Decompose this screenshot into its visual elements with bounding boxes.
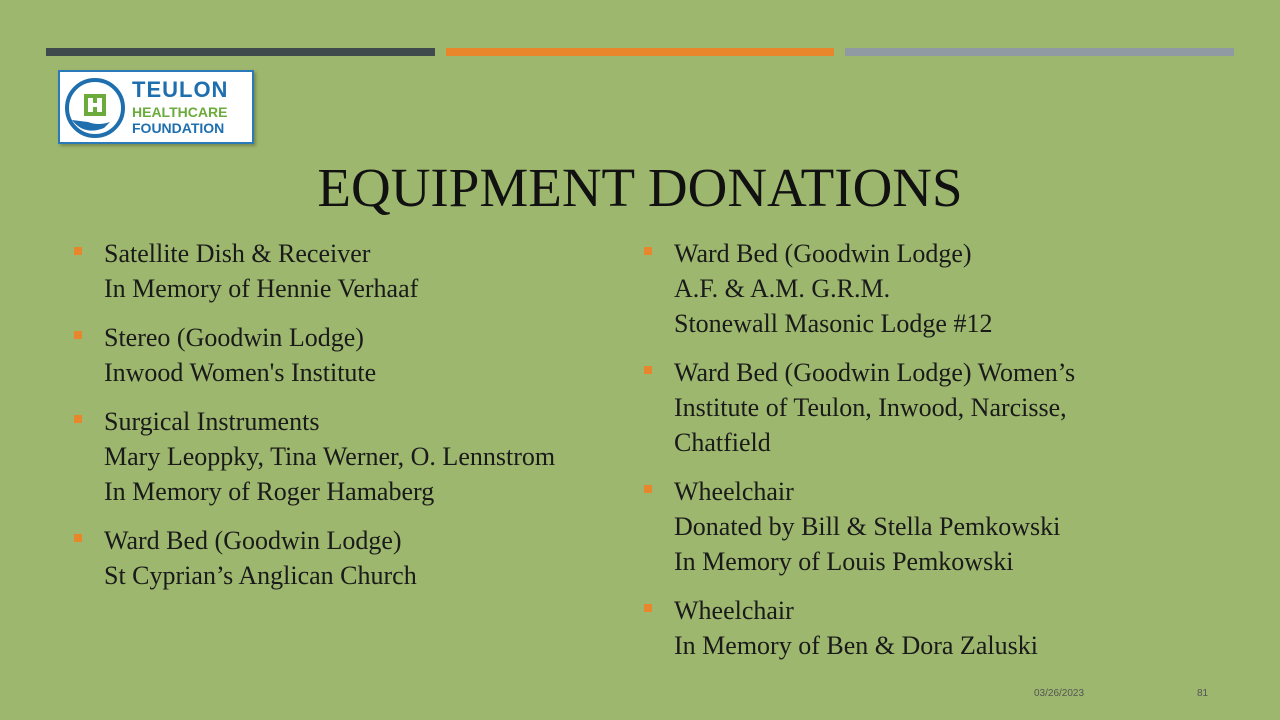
donation-item-line: Ward Bed (Goodwin Lodge) (674, 239, 972, 268)
donation-item-line: In Memory of Roger Hamaberg (104, 477, 435, 506)
header-bar-dark (46, 48, 435, 56)
donation-item (70, 236, 630, 306)
donation-item (70, 320, 630, 390)
donation-item-line: In Memory of Ben & Dora Zaluski (674, 631, 1038, 660)
donation-item-line: Wheelchair (674, 477, 794, 506)
left-donation-list (70, 236, 630, 607)
square-bullet-icon (644, 485, 652, 493)
donation-item-line: Stonewall Masonic Lodge #12 (674, 309, 993, 338)
donation-item-line: Institute of Teulon, Inwood, Narcisse, (674, 393, 1067, 422)
donation-item (640, 355, 1200, 460)
donation-item (70, 404, 630, 509)
donation-item-line: Ward Bed (Goodwin Lodge) (104, 526, 402, 555)
right-donation-list (640, 236, 1200, 677)
square-bullet-icon (644, 366, 652, 374)
square-bullet-icon (74, 247, 82, 255)
donation-item-line: A.F. & A.M. G.R.M. (674, 274, 891, 303)
square-bullet-icon (74, 331, 82, 339)
donation-item (640, 593, 1200, 663)
logo-text-foundation: FOUNDATION (132, 120, 225, 136)
donation-item-line: St Cyprian’s Anglican Church (104, 561, 417, 590)
donation-item-line: In Memory of Louis Pemkowski (674, 547, 1014, 576)
slide-number: 81 (1197, 688, 1209, 699)
header-bar-orange (446, 48, 834, 56)
donation-item-line: Mary Leoppky, Tina Werner, O. Lennstrom (104, 442, 556, 471)
donation-item-line: Inwood Women's Institute (104, 358, 377, 387)
footer-date: 03/26/2023 (1034, 688, 1085, 699)
square-bullet-icon (644, 247, 652, 255)
logo-text-healthcare: HEALTHCARE (132, 104, 228, 120)
donation-item-line: Wheelchair (674, 596, 794, 625)
square-bullet-icon (74, 534, 82, 542)
donation-item-line: Chatfield (674, 428, 771, 457)
donation-item-line: Surgical Instruments (104, 407, 320, 436)
donation-item-line: Stereo (Goodwin Lodge) (104, 323, 364, 352)
header-bar-gray (845, 48, 1234, 56)
donation-item-line: Satellite Dish & Receiver (104, 239, 371, 268)
donation-item (640, 236, 1200, 341)
donation-item (70, 523, 630, 593)
foundation-logo (58, 70, 254, 144)
donation-item-line: In Memory of Hennie Verhaaf (104, 274, 419, 303)
donation-item-line: Ward Bed (Goodwin Lodge) Women’s (674, 358, 1076, 387)
square-bullet-icon (644, 604, 652, 612)
square-bullet-icon (74, 415, 82, 423)
slide-title: EQUIPMENT DONATIONS (317, 157, 963, 218)
logo-text-teulon: TEULON (132, 77, 229, 102)
donation-item (640, 474, 1200, 579)
donation-item-line: Donated by Bill & Stella Pemkowski (674, 512, 1061, 541)
hands-cube-logo-icon (64, 76, 126, 140)
